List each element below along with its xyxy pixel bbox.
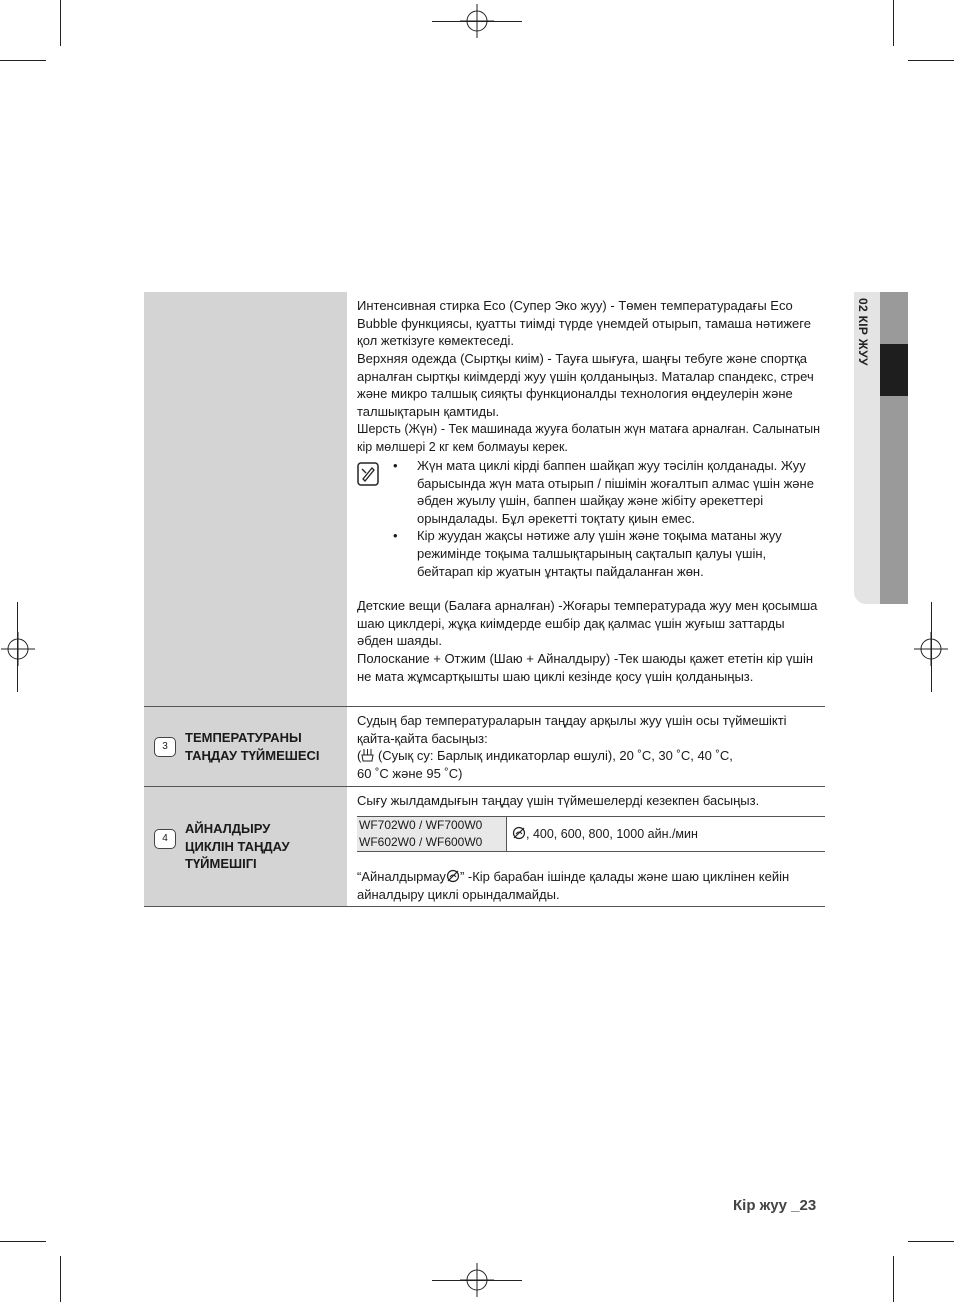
page-footer: Кір жуу _23 (733, 1197, 817, 1214)
crop-mark (893, 0, 894, 46)
crop-mark (432, 1280, 522, 1281)
no-spin-note-part: “Айналдырмау (357, 869, 446, 884)
table-label-cell (144, 292, 347, 706)
temperature-options (357, 747, 822, 782)
temperature-values: 60 ˚C және 95 ˚C) (357, 765, 463, 781)
program-wool: Шерсть (Жүн) - Тек машинада жууға болатын жүн матаға арналған. Салынатын кір мөлшері 2 кг кем болмауы керек. (357, 422, 821, 454)
section-tab-marker (880, 344, 908, 396)
label-line: ТАҢДАУ ТҮЙМЕШЕСІ (185, 747, 320, 763)
program-rinse-spin: Полоскание + Отжим (Шаю + Айналдыру) -Тек шаюды қажет ететін кір үшін не мата жұмсартқышты шаю циклі кезінде қосу үшін қолданыңыз. (357, 651, 814, 684)
section-tab-label: 02 КІР ЖУУ (856, 298, 870, 366)
spin-speeds (512, 826, 698, 841)
crop-mark (60, 1256, 61, 1302)
registration-mark-icon (1, 632, 35, 666)
label-line: ТҮЙМЕШІГІ (185, 856, 257, 872)
crop-mark (908, 1241, 954, 1242)
spin-description: Сығу жылдамдығын таңдау үшін түймешелерді кезекпен басыңыз. (357, 793, 760, 808)
crop-mark (931, 602, 932, 692)
program-eco-intensive: Интенсивная стирка Eco (Супер Эко жуу) - Төмен температурадағы Eco Bubble функциясы, қуатты тиімді түрде үнемдей отырып, тамаша нәтижеге қол жеткізуге көмектеседі. (357, 298, 811, 349)
label-line: ЦИКЛІН ТАҢДАУ (185, 838, 290, 854)
no-spin-note (357, 868, 822, 903)
row-number-badge: 3 (154, 737, 176, 757)
crop-mark (17, 602, 18, 692)
no-spin-icon (512, 826, 526, 840)
model-names: WF602W0 / WF600W0 (359, 835, 483, 849)
note-list (393, 457, 823, 580)
table-divider (144, 706, 825, 707)
temperature-description: Судың бар температураларын таңдау арқылы жуу үшін осы түймешікті қайта-қайта басыңыз: (357, 713, 787, 746)
note-item: • Жүн мата циклі кірді баппен шайқап жуу тәсілін қолданады. Жуу барысында жүн мата отырып / пішімін жоғалтып алмас үшін және әбден жуылу үшін, баппен шайқау және жібіту әрекеттері орындалады. Бұл әрекетті тоқтату қиын емес. (393, 457, 823, 527)
program-outerwear: Верхняя одежда (Сыртқы киім) - Тауға шығуға, шаңғы тебуге және спортқа арналған сыртқы киімдерді жуу үшін қолданыңыз. Маталар спандекс, стреч және микро талшық сияқты функционалды технология өңдеулерін және талшықтарын қамтиды. (357, 351, 814, 419)
no-spin-icon (446, 869, 460, 883)
cold-water-icon (361, 748, 374, 762)
label-line: АЙНАЛДЫРУ (185, 821, 271, 836)
model-speed-table (357, 816, 825, 852)
note-icon (357, 462, 379, 486)
section-tab-bar (880, 292, 908, 604)
no-spin-note-part: ” -Кір барабан ішінде қалады және шаю циклінен кейін айналдыру циклі орындалмайды. (357, 869, 790, 902)
crop-mark (432, 21, 522, 22)
label-line: ТЕМПЕРАТУРАНЫ (185, 730, 302, 745)
crop-mark (893, 1256, 894, 1302)
table-divider (144, 786, 825, 787)
row-number-badge: 4 (154, 829, 176, 849)
program-baby-care: Детские вещи (Балаға арналған) -Жоғары температурада жуу мен қосымша шаю циклдері, жұқа киімдерде ешбір дақ қалмас үшін жуғыш заттарды әбден шаяды. (357, 598, 818, 649)
model-list (357, 817, 507, 851)
crop-mark (60, 0, 61, 46)
spin-button-label (185, 820, 290, 873)
temperature-button-label (185, 729, 320, 764)
model-names: WF702W0 / WF700W0 (359, 818, 483, 832)
crop-mark (0, 1241, 46, 1242)
speed-values: , 400, 600, 800, 1000 айн./мин (526, 827, 698, 841)
temperature-options-line: ( (Суық су: Барлық индикаторлар өшулі), 20 ˚C, 30 ˚C, 40 ˚C, (357, 748, 733, 763)
crop-mark (908, 60, 954, 61)
note-item: • Кір жуудан жақсы нәтиже алу үшін және тоқыма матаны жуу режимінде тоқыма талшықтарының сақталып қалуы үшін, бейтарап кір жуатын ұнтақты пайдаланған жөн. (393, 527, 823, 580)
crop-mark (0, 60, 46, 61)
table-divider (144, 906, 825, 907)
temperature-values: (Суық су: Барлық индикаторлар өшулі), 20 ˚C, 30 ˚C, 40 ˚C, (377, 748, 733, 763)
